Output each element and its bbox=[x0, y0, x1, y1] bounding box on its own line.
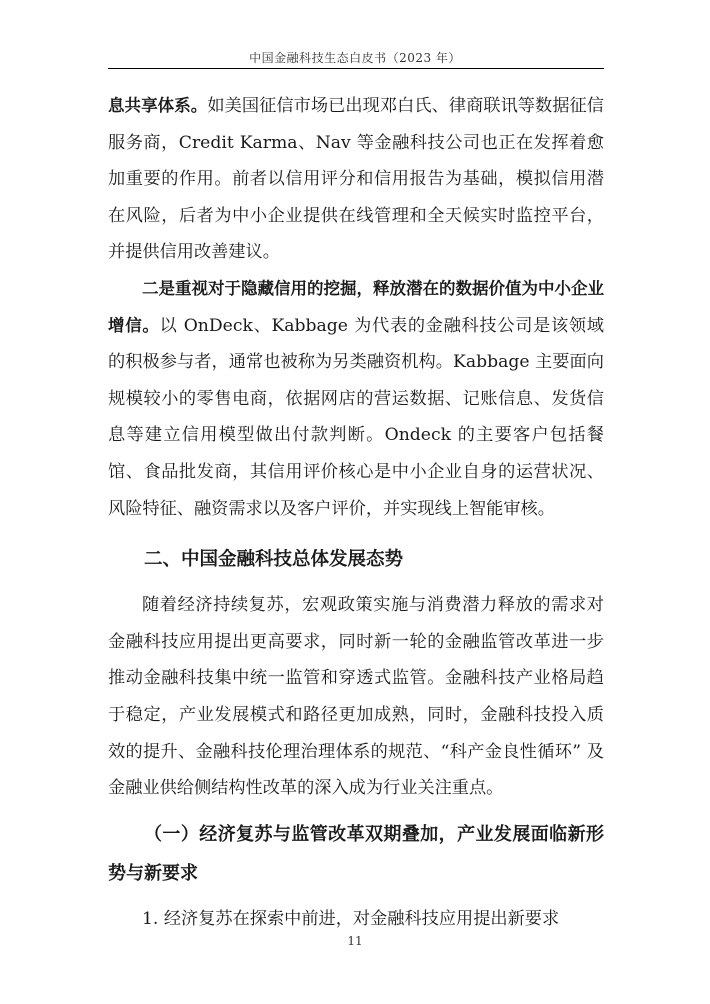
paragraph-text: 以 OnDeck、Kabbage 为代表的金融科技公司是该领域的积极参与者，通常也被称为另类融资机构。Kabbage 主要面向规模较小的零售电商，依据网店的营运数据、记账信息、发货信息等建立信用模型做出付款判断。Ondeck 的主要客户包括餐馆、食品批发商，其信用评价核心是中小企业自身的运营状况、风险特征、融资需求以及客户评价，并实现线上智能审核。 bbox=[108, 315, 604, 519]
header-rule bbox=[108, 68, 604, 69]
paragraph-lead-bold: 二是重视对于隐藏信用的挖掘，释放潜在的数据价值为中小企业增信。 bbox=[108, 278, 604, 335]
page-body bbox=[108, 88, 604, 937]
paragraph: 随着经济持续复苏，宏观政策实施与消费潜力释放的需求对金融科技应用提出更高要求，同时新一轮的金融监管改革进一步推动金融科技集中统一监管和穿透式监管。金融科技产业格局趋于稳定，产业发展模式和路径更加成熟，同时，金融科技投入质效的提升、金融科技伦理治理体系的规范、“科产金良性循环” 及金融业供给侧结构性改革的深入成为行业关注重点。 bbox=[108, 595, 604, 799]
numbered-subheading: 1. 经济复苏在探索中前进，对金融科技应用提出新要求 bbox=[142, 908, 560, 929]
paragraph bbox=[108, 88, 604, 271]
paragraph-text: 如美国征信市场已出现邓白氏、律商联讯等数据征信服务商，Credit Karma、Nav 等金融科技公司也正在发挥着愈加重要的作用。前者以信用评分和信用报告为基础，模拟信用潜在风险，后者为中小企业提供在线管理和全天候实时监控平台，并提供信用改善建议。 bbox=[108, 96, 604, 263]
section-heading: 二、中国金融科技总体发展态势 bbox=[144, 549, 404, 571]
paragraph bbox=[108, 271, 604, 527]
paragraph-lead-bold: 息共享体系。 bbox=[108, 96, 208, 115]
page-number: 11 bbox=[347, 934, 363, 948]
subsection-heading: （一）经济复苏与监管改革双期叠加，产业发展面临新形势与新要求 bbox=[108, 823, 604, 884]
running-header: 中国金融科技生态白皮书（2023 年） bbox=[249, 51, 461, 65]
